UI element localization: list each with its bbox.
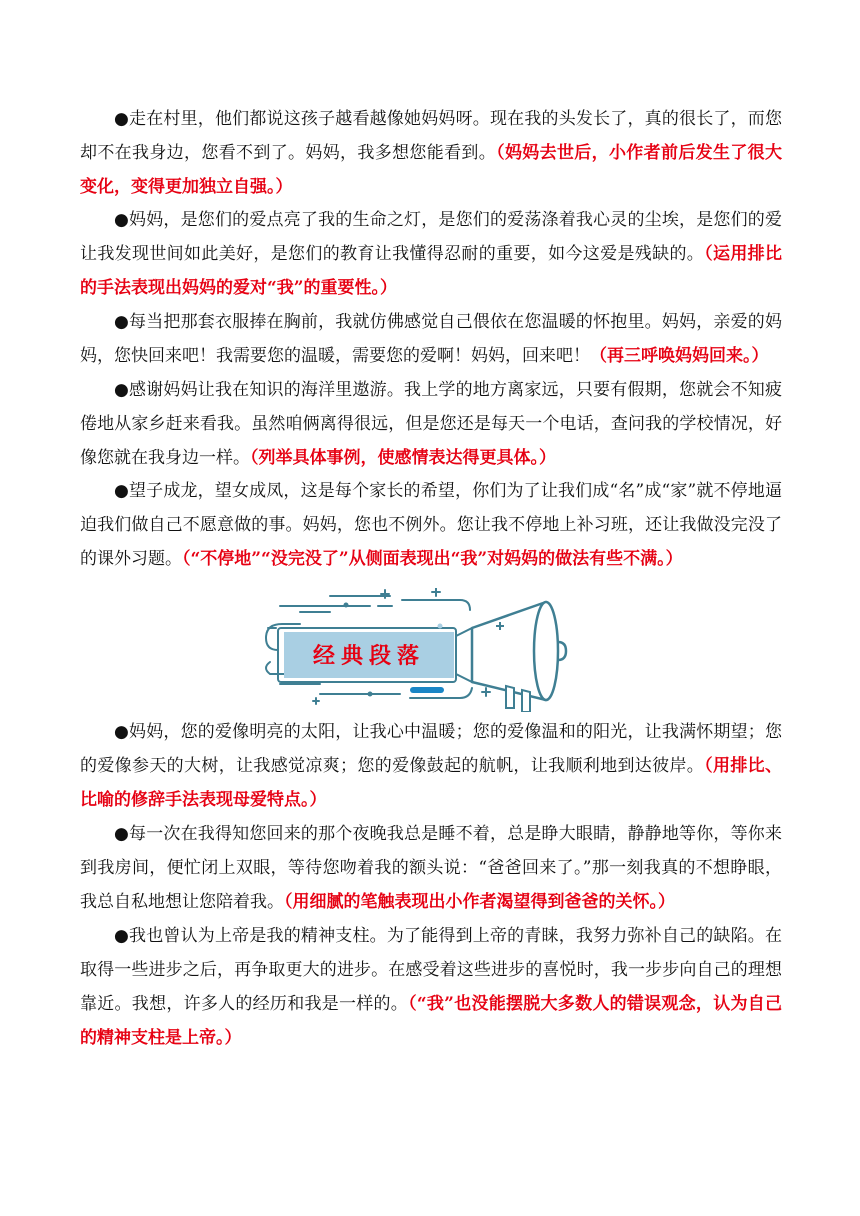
paragraph-8	[80, 919, 782, 1055]
annotation-note: （再三呼唤妈妈回来。）	[590, 346, 769, 366]
paragraph-text: ●妈妈，您的爱像明亮的太阳，让我心中温暖；您的爱像温和的阳光，让我满怀期望；您的爱像参天的大树，让我感觉凉爽；您的爱像鼓起的航帆，让我顺利地到达彼岸。	[80, 722, 782, 776]
paragraph-text: ●每一次在我得知您回来的那个夜晚我总是睡不着，总是睁大眼睛，静静地等你，等你来到我房间，便忙闭上双眼，等待您吻着我的额头说：“爸爸回来了。”那一刻我真的不想睁眼，我总自私地想让您陪着我。	[80, 824, 782, 912]
annotation-note: （妈妈去世后，小作者前后发生了很大变化，变得更加独立自强。）	[80, 143, 783, 197]
annotation-note: （运用排比的手法表现出妈妈的爱对“我”的重要性。）	[80, 244, 783, 298]
paragraph-4	[80, 373, 782, 475]
paragraph-6	[80, 715, 782, 817]
annotation-note: （“我”也没能摆脱大多数人的错误观念，认为自己的精神支柱是上帝。）	[80, 994, 783, 1048]
banner-accent-bar	[410, 687, 444, 693]
annotation-note: （用排比、比喻的修辞手法表现母爱特点。）	[80, 756, 783, 810]
paragraph-7	[80, 817, 782, 919]
dot-icon	[344, 603, 349, 608]
paragraph-5	[80, 474, 782, 576]
paragraph-1	[80, 102, 782, 204]
paragraph-3	[80, 305, 782, 373]
paragraph-text: ●每当把那套衣服捧在胸前，我就仿佛感觉自己偎依在您温暖的怀抱里。妈妈，亲爱的妈妈，您快回来吧！我需要您的温暖，需要您的爱啊！妈妈，回来吧！	[80, 312, 782, 366]
annotation-note: （列举具体事例，使感情表达得更具体。）	[250, 448, 556, 468]
paragraph-text: ●我也曾认为上帝是我的精神支柱。为了能得到上帝的青睐，我努力弥补自己的缺陷。在取得一些进步之后，再争取更大的进步。在感受着这些进步的喜悦时，我一步步向自己的理想靠近。我想，许多人的经历和我是一样的。	[80, 926, 782, 1014]
paragraph-2	[80, 203, 782, 305]
paragraph-text: ●感谢妈妈让我在知识的海洋里遨游。我上学的地方离家远，只要有假期，您就会不知疲倦地从家乡赶来看我。虽然咱俩离得很远，但是您还是每天一个电话，查问我的学校情况，好像您就在我身边一样。	[80, 380, 782, 468]
annotation-note: （“不停地”“没完没了”从侧面表现出“我”对妈妈的做法有些不满。）	[182, 549, 683, 569]
paragraph-text: ●望子成龙，望女成凤，这是每个家长的希望，你们为了让我们成“名”成“家”就不停地逼迫我们做自己不愿意做的事。妈妈，您也不例外。您让我不停地上补习班，还让我做没完没了的课外习题。	[80, 481, 782, 569]
section-banner	[260, 588, 600, 712]
megaphone-icon	[456, 602, 566, 712]
paragraph-text: ●走在村里，他们都说这孩子越看越像她妈妈呀。现在我的头发长了，真的很长了，而您却不在我身边，您看不到了。妈妈，我多想您能看到。	[80, 109, 782, 163]
paragraph-text: ●妈妈，是您们的爱点亮了我的生命之灯，是您们的爱荡涤着我心灵的尘埃，是您们的爱让我发现世间如此美好，是您们的教育让我懂得忍耐的重要，如今这爱是残缺的。	[80, 210, 782, 264]
annotation-note: （用细腻的笔触表现出小作者渴望得到爸爸的关怀。）	[284, 892, 675, 912]
dot-icon	[368, 692, 373, 697]
banner-title: 经典段落	[312, 644, 426, 669]
dot-icon	[438, 624, 443, 629]
